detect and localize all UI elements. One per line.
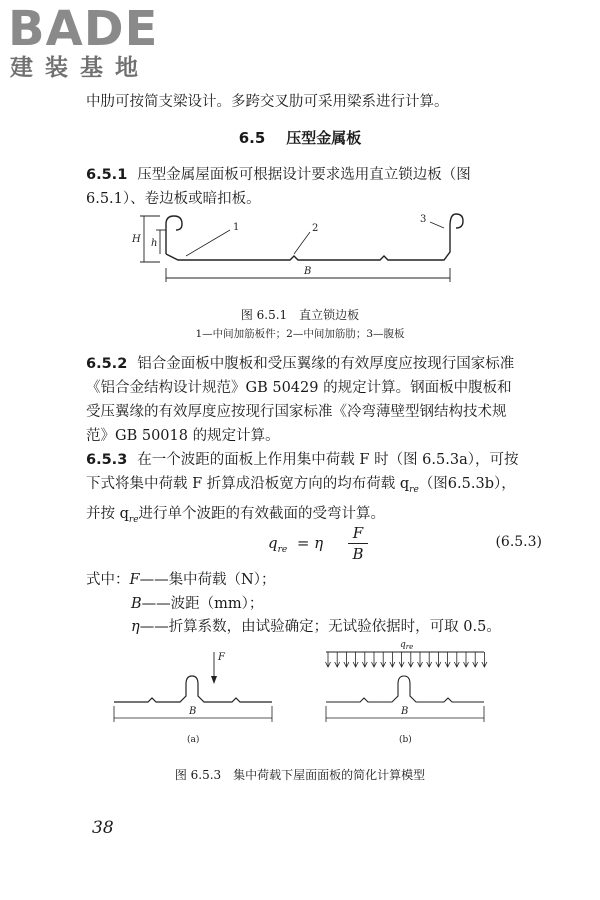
label-3: 3 [420, 214, 427, 225]
clause-number: 6.5.3 [86, 452, 128, 468]
figure-6-5-1-legend: 1—中间加筋板件；2—中间加筋肋；3—腹板 [195, 328, 405, 340]
logo [8, 1, 178, 86]
load-arrow [464, 652, 469, 667]
load-arrow [326, 652, 331, 667]
load-arrow [454, 652, 459, 667]
clause-6-5-1 [86, 163, 526, 211]
figure-6-5-3a [108, 644, 278, 744]
load-arrow [335, 652, 340, 667]
label-h: h [151, 238, 158, 249]
label-1: 1 [233, 222, 240, 233]
load-arrow [353, 652, 358, 667]
force-label: F [218, 652, 225, 663]
panel-profile-a [114, 676, 272, 702]
figure-6-5-3b [320, 636, 492, 744]
logo-wordmark: BADE [8, 1, 159, 57]
subfig-a-label: (a) [187, 735, 200, 744]
figure-6-5-1-caption: 图 6.5.1 直立锁边板 [240, 308, 360, 322]
label-2: 2 [312, 223, 319, 234]
left-seam [166, 216, 182, 254]
figure-6-5-1 [130, 208, 470, 290]
load-label: $q_{re}$ [400, 640, 414, 651]
clause-text: 铝合金面板中腹板和受压翼缘的有效厚度应按现行国家标准《铝合金结构设计规范》GB 50429 的规定计算。钢面板中腹板和受压翼缘的有效厚度应按现行国家标准《冷弯薄壁型钢结构技术规范》GB 50018 的规定计算。 [86, 356, 515, 444]
clause-6-5-2 [86, 352, 526, 448]
clause-number: 6.5.2 [86, 356, 128, 372]
where-item-B: B——波距（mm）； [131, 596, 264, 612]
distributed-load [326, 652, 487, 667]
load-arrow [418, 652, 423, 667]
figure-6-5-3-caption: 图 6.5.3 集中荷载下屋面面板的简化计算模型 [174, 768, 426, 782]
equation-number: (6.5.3) [495, 534, 542, 550]
intro-paragraph: 中肋可按简支梁设计。多跨交叉肋可采用梁系进行计算。 [86, 94, 449, 110]
where-lead: 式中：F——集中荷载（N）； [86, 572, 276, 588]
clause-text: 压型金属屋面板可根据设计要求选用直立锁边板（图6.5.1）、卷边板或暗扣板。 [86, 167, 471, 207]
load-arrow [390, 652, 395, 667]
clause-6-5-3: 6.5.3 在一个波距的面板上作用集中荷载 F 时（图 6.5.3a），可按下式将集中荷载 F 折算成沿板宽方向的均布荷载 $q_{re}$（图6.5.3b），并按 $q_{re}$进行单个波距的有效截面的受弯计算。 [86, 452, 519, 525]
load-arrow [344, 652, 349, 667]
load-arrow [473, 652, 478, 667]
label-B: B [304, 266, 312, 277]
load-arrow [436, 652, 441, 667]
subfig-b-label: (b) [399, 735, 412, 744]
panel-profile-b [326, 676, 484, 702]
span-label-b: B [401, 706, 409, 717]
equation-fraction: F B [348, 524, 368, 563]
load-arrow [399, 652, 404, 667]
page-number: 38 [92, 818, 114, 838]
load-arrow [372, 652, 377, 667]
right-seam [450, 214, 463, 228]
where-item-eta: η——折算系数，由试验确定；无试验依据时，可取 0.5。 [131, 619, 501, 635]
load-arrow [427, 652, 432, 667]
load-arrow [381, 652, 386, 667]
load-arrow [482, 652, 487, 667]
equation-lhs: $q_{re} = \eta$ [268, 534, 324, 555]
load-arrow [408, 652, 413, 667]
clause-text: 在一个波距的面板上作用集中荷载 F 时（图 6.5.3a），可按下式将集中荷载 F 折算成沿板宽方向的均布荷载 q [86, 452, 519, 492]
load-arrow [362, 652, 367, 667]
logo-subtitle: 建装基地 [10, 55, 150, 81]
label-H: H [132, 234, 141, 245]
section-number: 6.5 [238, 129, 266, 147]
equation-6-5-3 [240, 524, 540, 564]
load-arrow [445, 652, 450, 667]
section-heading: 压型金属板 [286, 129, 362, 147]
span-label-a: B [189, 706, 197, 717]
section-title [0, 127, 600, 148]
clause-number: 6.5.1 [86, 167, 128, 183]
